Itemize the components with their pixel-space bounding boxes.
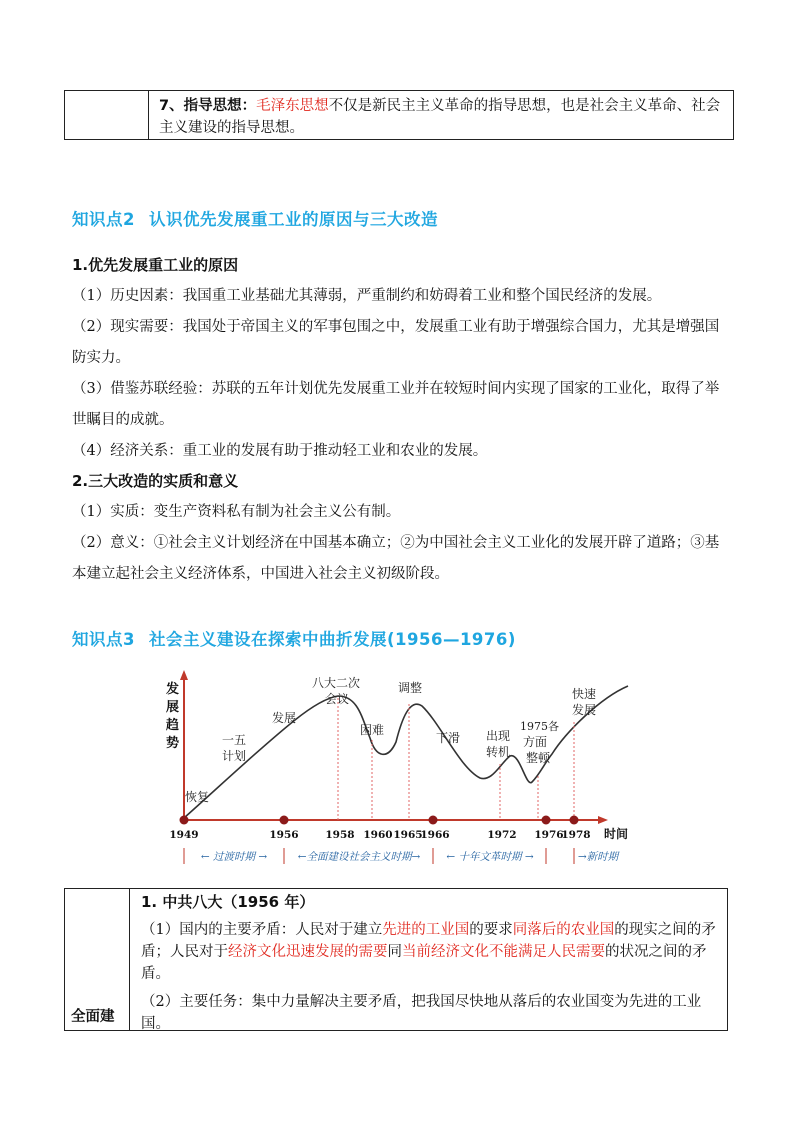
kp3-title: 社会主义建设在探索中曲折发展(1956—1976) (148, 630, 516, 649)
x-tick: 1978 (561, 829, 591, 841)
period-transition: ← 过渡时期 → (200, 851, 268, 863)
milestone-dot (280, 816, 289, 825)
task-paragraph: （2）主要任务：集中力量解决主要矛盾，把我国尽快地从落后的农业国变为先进的工业国。 (141, 994, 702, 1032)
label-turnaround-a: 出现 (486, 729, 511, 743)
label-first-five-year-b: 计划 (222, 749, 247, 763)
mao-thought-highlight: 毛泽东思想 (256, 98, 329, 114)
development-curve (184, 686, 628, 818)
period-new-era: →新时期 (577, 851, 619, 863)
guiding-thought-cell (159, 95, 729, 139)
x-tick: 1960 (363, 829, 393, 841)
highlight-run: 当前经济文化不能满足人民需要 (402, 944, 605, 960)
milestone-dot (542, 816, 551, 825)
label-turnaround-b: 转机 (486, 745, 511, 759)
x-tick: 1965 (393, 829, 423, 841)
kp2-title: 认识优先发展重工业的原因与三大改造 (148, 210, 438, 229)
x-tick-labels (169, 829, 590, 841)
label-eighth-congress-b: 会议 (325, 692, 350, 706)
list-item: （4）经济关系：重工业的发展有助于推动轻工业和农业的发展。 (72, 443, 488, 459)
highlight-run: 经济文化迅速发展的需要 (228, 944, 388, 960)
y-axis-label (165, 681, 179, 751)
guiding-thought-table (64, 90, 734, 140)
y-label-char: 展 (166, 700, 180, 715)
guiding-thought-label: 7、指导思想： (159, 98, 257, 114)
contradiction-paragraph (141, 919, 721, 985)
content-cell (141, 891, 721, 1035)
list-item: （1）历史因素：我国重工业基础尤其薄弱，严重制约和妨碍着工业和整个国民经济的发展。 (72, 288, 662, 304)
x-tick: 1966 (420, 829, 450, 841)
row-label: 全面建 (71, 1009, 115, 1025)
y-label-char: 势 (166, 736, 180, 751)
label-development: 发展 (272, 711, 297, 725)
kp2-section1-list (72, 281, 732, 467)
guiding-thought-text: 不仅是新民主主义革命的指导思想，也是社会主义革命、社会主义建设的指导思想。 (159, 98, 721, 136)
text-run: 的状况之间的矛盾。 (141, 944, 707, 982)
row-label-cell (65, 889, 130, 1030)
period-full-construction: ←全面建设社会主义时期→ (297, 851, 421, 863)
y-label-char: 发 (166, 682, 180, 697)
eighth-congress-table (64, 888, 728, 1031)
milestone-dot (429, 816, 438, 825)
x-tick: 1949 (169, 829, 199, 841)
x-tick: 1956 (269, 829, 299, 841)
kp2-section2-list (72, 497, 732, 590)
milestone-dot (570, 816, 579, 825)
list-item: （2）现实需要：我国处于帝国主义的军事包围之中，发展重工业有助于增强综合国力，尤其是增强国防实力。 (72, 319, 720, 366)
text-run: 同 (387, 944, 402, 960)
x-tick: 1958 (325, 829, 355, 841)
milestone-dot (180, 816, 189, 825)
label-rectification-c: 整顿 (526, 751, 551, 765)
text-run: （1）国内的主要矛盾：人民对于建立 (141, 922, 383, 938)
label-eighth-congress-a: 八大二次 (312, 676, 361, 690)
label-recovery: 恢复 (185, 790, 210, 804)
label-rectification-b: 方面 (523, 735, 548, 749)
x-tick: 1976 (534, 829, 564, 841)
kp2-number: 知识点2 (72, 210, 135, 229)
development-timeline-chart (160, 668, 640, 870)
label-rectification-a: 1975各 (520, 720, 559, 733)
label-decline: 下滑 (436, 731, 461, 745)
kp3-heading (72, 626, 516, 650)
x-axis-label: 时间 (604, 827, 629, 841)
label-rapid-dev-a: 快速 (572, 687, 597, 701)
table-label-cell (65, 91, 149, 139)
label-rapid-dev-b: 发展 (572, 703, 597, 717)
text-run: 的现实之间的矛盾；人民对于 (141, 922, 716, 960)
kp2-heading (72, 206, 438, 230)
kp2-section1-title: 1.优先发展重工业的原因 (72, 256, 239, 274)
period-cultural-revolution: ← 十年文革时期 → (446, 851, 534, 863)
x-axis-arrow (598, 816, 608, 824)
highlight-run: 先进的工业国 (382, 922, 470, 938)
kp3-number: 知识点3 (72, 630, 135, 649)
label-first-five-year-a: 一五 (222, 733, 247, 747)
y-label-char: 趋 (166, 718, 180, 733)
list-item: （1）实质：变生产资料私有制为社会主义公有制。 (72, 504, 401, 520)
text-run: 的要求 (469, 922, 513, 938)
y-axis-arrow (180, 670, 188, 680)
label-adjustment: 调整 (398, 681, 423, 695)
list-item: （3）借鉴苏联经验：苏联的五年计划优先发展重工业并在较短时间内实现了国家的工业化，取得了举世瞩目的成就。 (72, 381, 720, 428)
congress-heading: 1. 中共八大（1956 年） (141, 893, 315, 911)
label-difficulty: 困难 (360, 723, 385, 737)
x-tick: 1972 (487, 829, 517, 841)
curve-labels (185, 675, 596, 804)
list-item: （2）意义：①社会主义计划经济在中国基本确立；②为中国社会主义工业化的发展开辟了道路；③基本建立起社会主义经济体系，中国进入社会主义初级阶段。 (72, 535, 720, 582)
kp2-section2-title: 2.三大改造的实质和意义 (72, 472, 239, 490)
period-labels (201, 851, 621, 863)
highlight-run: 同落后的农业国 (512, 922, 615, 938)
